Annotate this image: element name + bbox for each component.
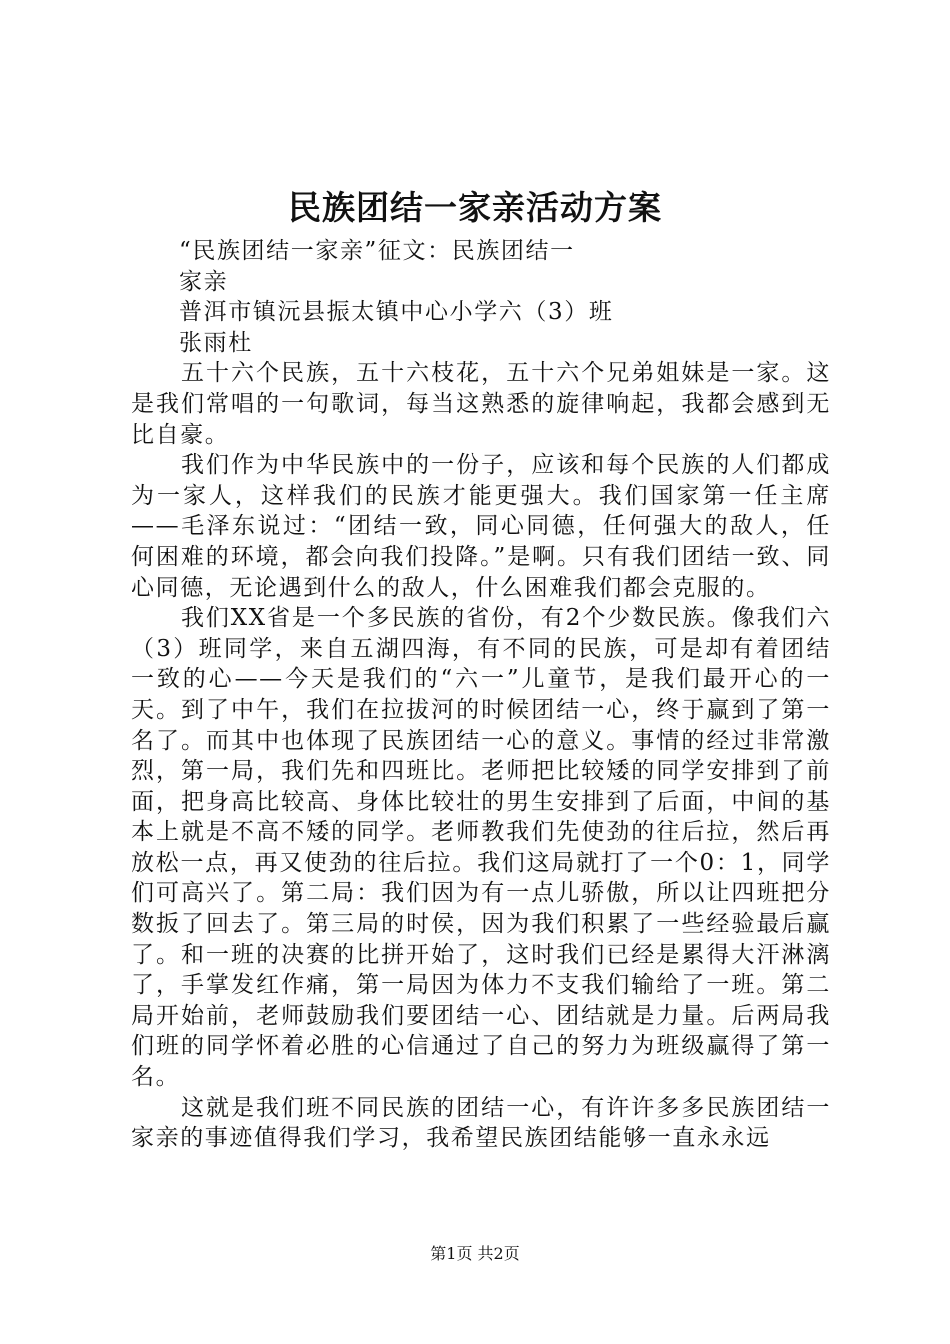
page-number-footer: 第1页 共2页 xyxy=(430,1244,520,1263)
paragraph: 这就是我们班不同民族的团结一心，有许许多多民族团结一家亲的事迹值得我们学习，我希望民族团结能够一直永永远 xyxy=(131,1094,831,1152)
essay-heading-line-1: “民族团结一家亲”征文：民族团结一 xyxy=(179,238,575,264)
document-title: 民族团结一家亲活动方案 xyxy=(288,188,662,227)
paragraph: 我们作为中华民族中的一份子，应该和每个民族的人们都成为一家人，这样我们的民族才能更强大。我们国家第一任主席——毛泽东说过：“团结一致，同心同德，任何强大的敌人，任何困难的环境，都会向我们投降。”是啊。只有我们团结一致、同心同德，无论遇到什么的敌人，什么困难我们都会克服的。 xyxy=(131,452,831,601)
paragraph: 我们XX省是一个多民族的省份，有2个少数民族。像我们六（3）班同学，来自五湖四海，有不同的民族，可是却有着团结一致的心——今天是我们的“六一”儿童节，是我们最开心的一天。到了中午，我们在拉拔河的时候团结一心，终于赢到了第一名了。而其中也体现了民族团结一心的意义。事情的经过非常激烈，第一局，我们先和四班比。老师把比较矮的同学安排到了前面，把身高比较高、身体比较壮的男生安排到了后面，中间的基本上就是不高不矮的同学。老师教我们先使劲的往后拉，然后再放松一点，再又使劲的往后拉。我们这局就打了一个0：1，同学们可高兴了。第二局：我们因为有一点儿骄傲，所以让四班把分数扳了回去了。第三局的时侯，因为我们积累了一些经验最后赢了。和一班的决赛的比拼开始了，这时我们已经是累得大汗淋漓了，手掌发红作痛，第一局因为体力不支我们输给了一班。第二局开始前，老师鼓励我们要团结一心、团结就是力量。后两局我们班的同学怀着必胜的心信通过了自己的努力为班级赢得了第一名。 xyxy=(131,605,831,1091)
author-school: 普洱市镇沅县振太镇中心小学六（3）班 xyxy=(179,299,614,326)
essay-heading-line-2: 家亲 xyxy=(179,268,229,295)
paragraph: 五十六个民族，五十六枝花，五十六个兄弟姐妹是一家。这是我们常唱的一句歌词，每当这熟悉的旋律响起，我都会感到无比自豪。 xyxy=(131,360,831,448)
author-name: 张雨杜 xyxy=(179,329,253,356)
document-body xyxy=(131,236,831,1154)
